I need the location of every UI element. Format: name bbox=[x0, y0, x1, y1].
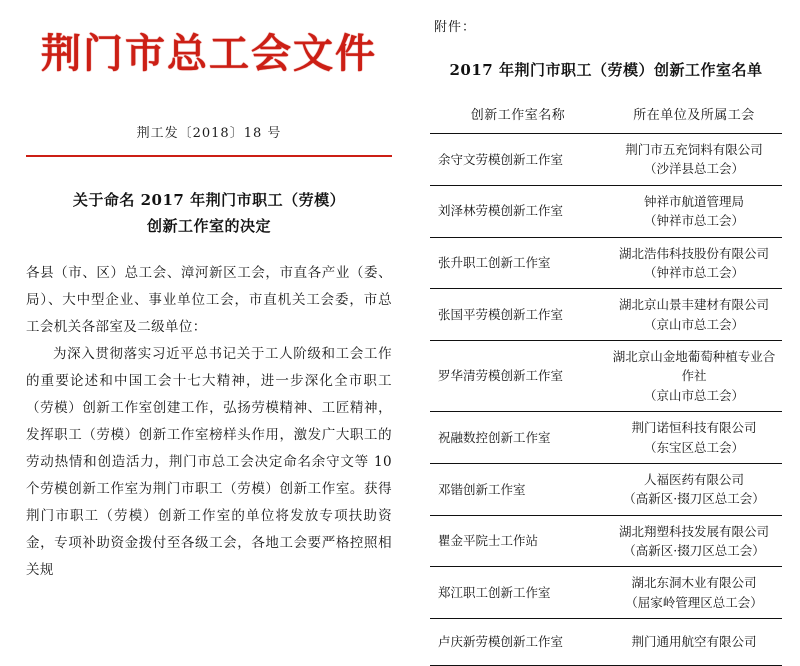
cell-studio-name: 罗华清劳模创新工作室 bbox=[430, 341, 606, 412]
cell-union-name: （屈家岭管理区总工会） bbox=[625, 594, 763, 610]
table-row bbox=[430, 619, 782, 666]
decision-title bbox=[26, 187, 392, 240]
cell-studio-name: 张升职工创新工作室 bbox=[430, 237, 606, 289]
cell-unit bbox=[606, 237, 782, 289]
cell-unit bbox=[606, 619, 782, 666]
cell-unit bbox=[606, 341, 782, 412]
attachment-label: 附件： bbox=[434, 20, 477, 35]
cell-studio-name: 祝融数控创新工作室 bbox=[430, 412, 606, 464]
cell-union-name: （京山市总工会） bbox=[643, 387, 744, 403]
cell-studio-name: 张国平劳模创新工作室 bbox=[430, 289, 606, 341]
cell-unit-name: 荆门诺恒科技有限公司 bbox=[631, 420, 757, 436]
cell-studio-name: 郑江职工创新工作室 bbox=[430, 567, 606, 619]
cell-studio-name: 刘泽林劳模创新工作室 bbox=[430, 185, 606, 237]
roster-table-body bbox=[430, 134, 782, 666]
cell-union-name: （沙洋县总工会） bbox=[643, 161, 744, 177]
cell-unit-name: 湖北浩伟科技股份有限公司 bbox=[618, 245, 769, 261]
table-row bbox=[430, 185, 782, 237]
cell-studio-name: 余守文劳模创新工作室 bbox=[430, 134, 606, 186]
table-row bbox=[430, 412, 782, 464]
table-row bbox=[430, 134, 782, 186]
cell-unit-name: 人福医药有限公司 bbox=[643, 471, 744, 487]
right-document-panel bbox=[420, 0, 800, 650]
cell-unit-name: 湖北东洞木业有限公司 bbox=[631, 575, 757, 591]
cell-union-name: （高新区·掇刀区总工会） bbox=[623, 491, 765, 507]
body-paragraph-main: 为深入贯彻落实习近平总书记关于工人阶级和工会工作的重要论述和中国工会十七大精神，进一步深化全市职工（劳模）创新工作室创建工作，弘扬劳模精神、工匠精神，发挥职工（劳模）创新工作室榜样头作用，激发广大职工的劳动热情和创造活力，荆门市总工会决定命名余守文等 10 个劳模创新工作室为荆门市职工（劳模）创新工作室。获得荆门市职工（劳模）创新工作室的单位将发放专项扶助资金，专项补助资金拨付至各级工会，各地工会要严格控照相关规 bbox=[26, 345, 392, 578]
cell-unit bbox=[606, 289, 782, 341]
document-body bbox=[26, 260, 392, 584]
cell-union-name: （钟祥市总工会） bbox=[643, 264, 744, 280]
cell-unit bbox=[606, 567, 782, 619]
cell-union-name: （高新区·掇刀区总工会） bbox=[623, 543, 765, 558]
table-row bbox=[430, 289, 782, 341]
roster-table bbox=[430, 100, 782, 666]
cell-unit-name: 荆门市五充饲料有限公司 bbox=[625, 142, 763, 157]
column-header-studio: 创新工作室名称 bbox=[470, 108, 566, 123]
cell-union-name: （东宝区总工会） bbox=[643, 439, 744, 455]
cell-studio-name: 卢庆新劳模创新工作室 bbox=[430, 619, 606, 666]
cell-union-name: （京山市总工会） bbox=[643, 316, 744, 332]
table-row bbox=[430, 237, 782, 289]
cell-unit bbox=[606, 134, 782, 186]
cell-unit-name: 钟祥市航道管理局 bbox=[643, 193, 744, 209]
cell-unit-name: 湖北京山金地葡萄种植专业合作社 bbox=[612, 349, 776, 384]
roster-title: 2017 年荆门市职工（劳模）创新工作室名单 bbox=[449, 61, 763, 79]
table-row bbox=[430, 463, 782, 515]
cell-unit-name: 湖北翔塑科技发展有限公司 bbox=[618, 523, 769, 539]
document-number: 荆工发〔2018〕18 号 bbox=[136, 126, 282, 141]
cell-studio-name: 邓锴创新工作室 bbox=[430, 463, 606, 515]
red-divider-rule bbox=[26, 155, 392, 157]
column-header-unit: 所在单位及所属工会 bbox=[633, 108, 755, 123]
roster-table-head bbox=[430, 100, 782, 134]
table-row bbox=[430, 567, 782, 619]
roster-header-row bbox=[430, 100, 782, 134]
cell-unit-name: 荆门通用航空有限公司 bbox=[631, 634, 757, 650]
table-row bbox=[430, 515, 782, 567]
table-row bbox=[430, 341, 782, 412]
cell-unit bbox=[606, 412, 782, 464]
body-paragraph-salutation: 各县（市、区）总工会、漳河新区工会，市直各产业（委、局）、大中型企业、事业单位工会，市直机关工会委，市总工会机关各部室及二级单位： bbox=[26, 264, 392, 335]
document-header-title: 荆门市总工会文件 bbox=[41, 30, 377, 77]
cell-unit bbox=[606, 185, 782, 237]
cell-unit-name: 湖北京山景丰建材有限公司 bbox=[618, 297, 769, 313]
decision-title-line-1: 关于命名 2017 年荆门市职工（劳模） bbox=[72, 191, 346, 209]
cell-studio-name: 瞿金平院士工作站 bbox=[430, 515, 606, 567]
cell-union-name: （钟祥市总工会） bbox=[643, 213, 744, 229]
cell-unit bbox=[606, 463, 782, 515]
left-document-panel bbox=[0, 0, 420, 578]
decision-title-line-2: 创新工作室的决定 bbox=[146, 217, 271, 236]
cell-unit bbox=[606, 515, 782, 567]
